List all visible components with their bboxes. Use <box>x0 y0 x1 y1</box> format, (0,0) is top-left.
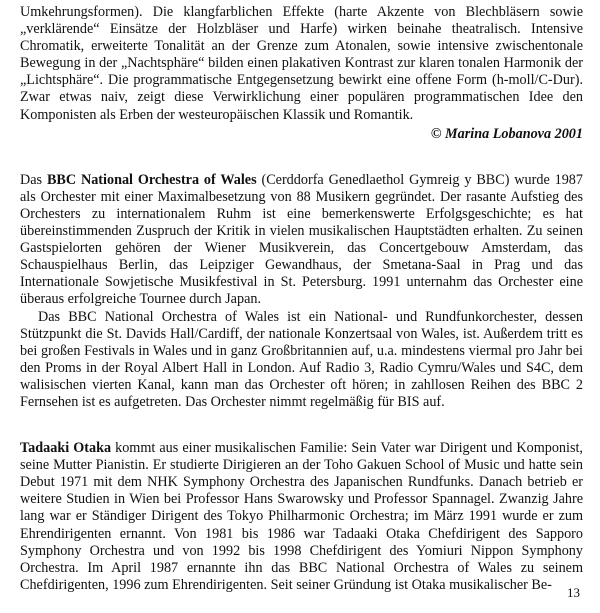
page-number: 13 <box>567 585 580 600</box>
orchestra-name: BBC National Orchestra of Wales <box>46 171 257 188</box>
conductor-name: Tadaaki Otaka <box>20 440 112 457</box>
document-page <box>20 4 583 594</box>
orchestra-paragraph-1-text: (Cerddorfa Genedlaethol Gymreig y BBC) wurde 1987 als Orchester mit einer Maximalbesetzung von 88 Musikern gegründet. Der rasante Aufstieg des Orchesters zu internationalem Ruhm ist eine bemerkenswerte Erfolgsgeschichte; es hat übereinstimmenden Zuspruch der Kritik in vielen musikalischen Hauptstädten erhalten. Zu seinen Gastspielorten gehören der Wiener Musikverein, das Concertgebouw Amsterdam, das Schauspielhaus Berlin, das Leipziger Gewandhaus, der Smetana-Saal in Prag und das Internationale Sowjetische Musikfestival in St. Petersburg. 1991 unternahm das Orchester eine überaus erfolgreiche Tournee durch Japan. <box>20 171 583 308</box>
conductor-paragraph-text: kommt aus einer musikalischen Familie: Sein Vater war Dirigent und Komponist, seine Mutter Pianistin. Er studierte Dirigieren an der Toho Gakuen School of Music und hatte sein Debut 1971 mit dem NHK Symphony Orchestra des Japanischen Rundfunks. Danach betrieb er weitere Studien in Wien bei Professor Hans Swarowsky und Professor Spannagel. Zwanzig Jahre lang war er Ständiger Dirigent des Tokyo Philharmonic Orchestra; im März 1991 wurde er zum Ehrendirigenten ernannt. Von 1981 bis 1986 war Tadaaki Otaka Chefdirigent des Sapporo Symphony Orchestra und von 1992 bis 1998 Chefdirigent des Yomiuri Nippon Symphony Orchestra. Im April 1987 ernannte ihn das BBC National Orchestra of Wales zu seinem Chefdirigenten, 1996 zum Ehrendirigenten. Seit seiner Gründung ist Otaka musikalischer Be- <box>20 440 583 593</box>
orchestra-prefix: Das <box>20 171 47 188</box>
intro-paragraph: Umkehrungsformen). Die klangfarblichen Effekte (harte Akzente von Blechbläsern sowie „verklärende“ Einsätze der Holzbläser und Harfe) wirken beinahe theatralisch. Intensive Chromatik, erweiterte Tonalität an der Grenze zum Atonalen, sowie intensive zwischentonale Bewegung in der „Nachtsphäre“ bilden einen plakativen Kontrast zur klaren tonalen Harmonik der „Lichtsphäre“. Die programmatische Entgegensetzung bewirkt eine offene Form (h-moll/C-Dur). Zwar etwas naiv, zeigt diese Verwirklichung einer populären programmatischen Idee den Komponisten als Erben der westeuropäischen Klassik und Romantik. <box>20 4 583 123</box>
author-signature: © Marina Lobanova 2001 <box>430 125 583 142</box>
orchestra-paragraph-1 <box>20 172 583 309</box>
conductor-paragraph <box>20 440 583 594</box>
orchestra-paragraph-2: Das BBC National Orchestra of Wales ist ein National- und Rundfunkorchester, dessen Stützpunkt die St. Davids Hall/Cardiff, der nationale Konzertsaal von Wales, ist. Außerdem tritt es bei großen Festivals in Wales und in ganz Großbritannien auf, u.a. mindestens viermal pro Jahr bei den Proms in der Royal Albert Hall in London. Auf Radio 3, Radio Cymru/Wales und S4C, dem walisischen vierten Kanal, kann man das Orchester oft hören; in zahllosen Reihen des BBC 2 Fernsehen ist es aufgetreten. Das Orchester nimmt regelmäßig für BIS auf. <box>20 308 583 410</box>
